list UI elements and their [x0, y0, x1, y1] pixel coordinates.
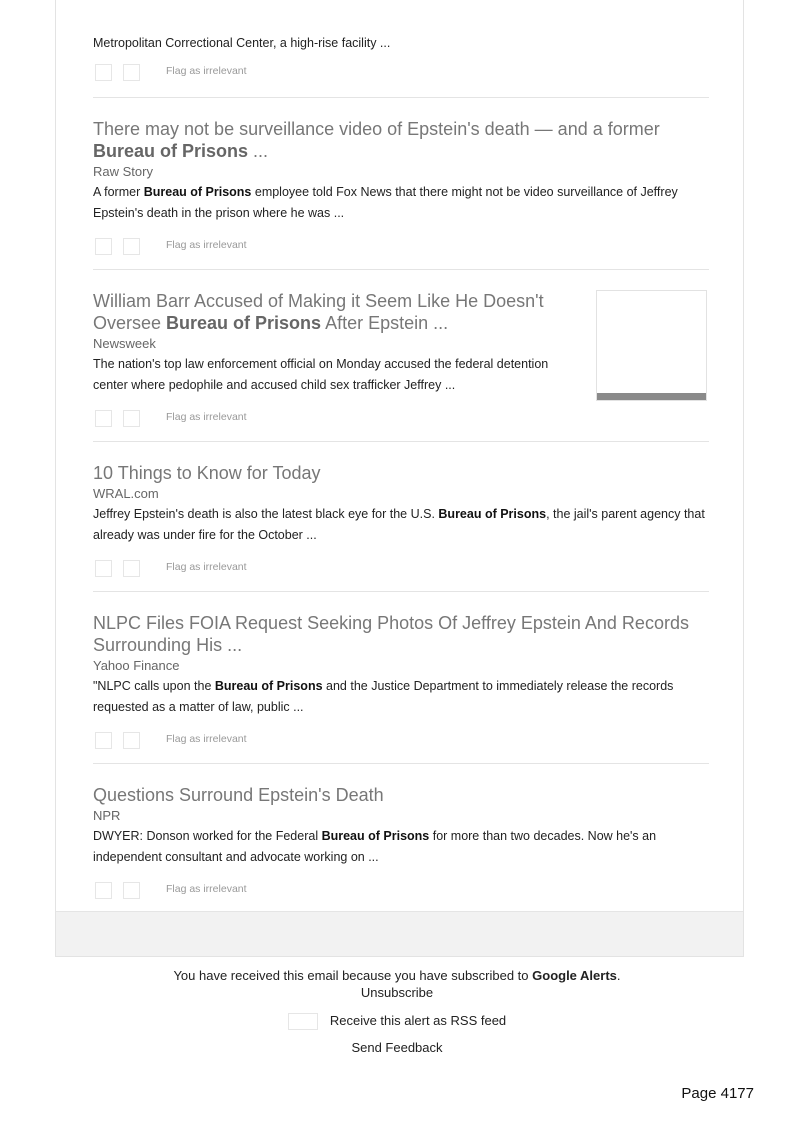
alert-item	[93, 118, 709, 258]
thumbs-up-icon[interactable]	[95, 410, 112, 427]
thumbs-down-icon[interactable]	[123, 560, 140, 577]
item-actions	[93, 410, 573, 430]
thumbs-down-icon[interactable]	[123, 882, 140, 899]
item-snippet: "NLPC calls upon the Bureau of Prisons and the Justice Department to immediately release the records requested as a matter of law, public ...	[93, 679, 674, 714]
item-title-link[interactable]: William Barr Accused of Making it Seem Like He Doesn't Oversee Bureau of Prisons After Epstein ...	[93, 291, 544, 333]
item-thumbnail-image[interactable]	[596, 290, 707, 401]
alert-item	[93, 290, 573, 430]
item-snippet: The nation's top law enforcement official on Monday accused the federal detention center where pedophile and accused child sex trafficker Jeffrey ...	[93, 357, 549, 392]
item-snippet: Jeffrey Epstein's death is also the latest black eye for the U.S. Bureau of Prisons, the jail's parent agency that already was under fire for the October ...	[93, 507, 705, 542]
thumbs-down-icon[interactable]	[123, 732, 140, 749]
item-title-link[interactable]: There may not be surveillance video of Epstein's death — and a former Bureau of Prisons ...	[93, 119, 660, 161]
alert-item	[93, 612, 709, 752]
divider	[93, 441, 709, 442]
thumbs-down-icon[interactable]	[123, 410, 140, 427]
item-title-link[interactable]: NLPC Files FOIA Request Seeking Photos Of Jeffrey Epstein And Records Surrounding His ...	[93, 613, 689, 655]
rss-feed-row[interactable]	[0, 1013, 794, 1030]
item-source: Raw Story	[93, 164, 153, 179]
item-title-link[interactable]: Questions Surround Epstein's Death	[93, 785, 384, 805]
item-snippet: Metropolitan Correctional Center, a high-rise facility ...	[93, 36, 391, 50]
item-source: NPR	[93, 808, 121, 823]
subscription-notice: You have received this email because you have subscribed to Google Alerts.	[173, 968, 621, 983]
thumbs-up-icon[interactable]	[95, 560, 112, 577]
divider	[93, 591, 709, 592]
thumbnail-bar	[597, 393, 706, 400]
item-actions	[93, 882, 709, 902]
alert-item-fragment	[93, 32, 709, 84]
item-snippet: A former Bureau of Prisons employee told Fox News that there might not be video surveillance of Jeffrey Epstein's death in the prison where he was ...	[93, 185, 678, 220]
item-title-link[interactable]: 10 Things to Know for Today	[93, 463, 321, 483]
divider	[93, 269, 709, 270]
rss-icon[interactable]	[288, 1013, 318, 1030]
flag-irrelevant-link[interactable]: Flag as irrelevant	[166, 239, 247, 251]
thumbs-down-icon[interactable]	[123, 238, 140, 255]
send-feedback-link[interactable]: Send Feedback	[351, 1040, 443, 1055]
divider	[93, 97, 709, 98]
alert-item	[93, 784, 709, 902]
thumbs-down-icon[interactable]	[123, 64, 140, 81]
item-snippet: DWYER: Donson worked for the Federal Bureau of Prisons for more than two decades. Now he's an independent consultant and advocate working on ...	[93, 829, 657, 864]
unsubscribe-link[interactable]: Unsubscribe	[360, 985, 434, 1000]
card-footer-bar	[56, 911, 743, 956]
alert-item	[93, 462, 709, 580]
thumbs-up-icon[interactable]	[95, 882, 112, 899]
flag-irrelevant-link[interactable]: Flag as irrelevant	[166, 883, 247, 895]
flag-irrelevant-link[interactable]: Flag as irrelevant	[166, 561, 247, 573]
item-actions	[93, 238, 709, 258]
item-actions	[93, 64, 709, 84]
flag-irrelevant-link[interactable]: Flag as irrelevant	[166, 65, 247, 77]
item-actions	[93, 560, 709, 580]
item-source: Yahoo Finance	[93, 658, 180, 673]
thumbs-up-icon[interactable]	[95, 64, 112, 81]
flag-irrelevant-link[interactable]: Flag as irrelevant	[166, 411, 247, 423]
item-actions	[93, 732, 709, 752]
thumbs-up-icon[interactable]	[95, 732, 112, 749]
rss-feed-link[interactable]: Receive this alert as RSS feed	[329, 1013, 507, 1028]
flag-irrelevant-link[interactable]: Flag as irrelevant	[166, 733, 247, 745]
item-source: WRAL.com	[93, 486, 159, 501]
item-source: Newsweek	[93, 336, 156, 351]
page-number: Page 4177	[681, 1085, 754, 1102]
thumbs-up-icon[interactable]	[95, 238, 112, 255]
google-alerts-label: Google Alerts	[532, 968, 617, 983]
divider	[93, 763, 709, 764]
